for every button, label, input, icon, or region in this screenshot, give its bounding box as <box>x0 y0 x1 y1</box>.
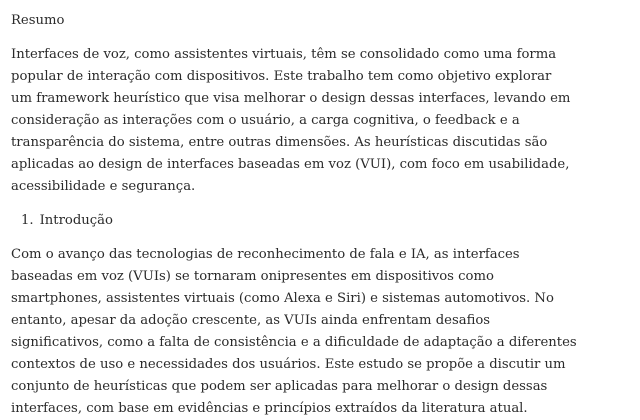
intro-line: interfaces, com base em evidências e princípios extraídos da literatura atual. <box>11 401 528 416</box>
section-heading-introduction <box>21 210 640 232</box>
section-title: Introdução <box>39 213 113 228</box>
intro-line: baseadas em voz (VUIs) se tornaram onipresentes em dispositivos como <box>11 269 494 284</box>
abstract-line: transparência do sistema, entre outras dimensões. As heurísticas discutidas são <box>11 135 548 150</box>
abstract-paragraph <box>11 44 640 198</box>
intro-line: Com o avanço das tecnologias de reconhecimento de fala e IA, as interfaces <box>11 247 520 262</box>
intro-line: contextos de uso e necessidades dos usuários. Este estudo se propõe a discutir um <box>11 357 566 372</box>
abstract-line: popular de interação com dispositivos. Este trabalho tem como objetivo explorar <box>11 69 552 84</box>
intro-line: entanto, apesar da adoção crescente, as VUIs ainda enfrentam desafios <box>11 313 491 328</box>
introduction-paragraph <box>11 244 640 420</box>
section-number: 1. <box>21 213 34 228</box>
abstract-line: aplicadas ao design de interfaces baseadas em voz (VUI), com foco em usabilidade, <box>11 157 570 172</box>
abstract-heading: Resumo <box>11 13 65 28</box>
intro-line: conjunto de heurísticas que podem ser aplicadas para melhorar o design dessas <box>11 379 548 394</box>
abstract-line: um framework heurístico que visa melhorar o design dessas interfaces, levando em <box>11 91 571 106</box>
abstract-line: acessibilidade e segurança. <box>11 179 196 194</box>
section-list <box>11 210 640 232</box>
intro-line: significativos, como a falta de consistência e a dificuldade de adaptação a diferentes <box>11 335 577 350</box>
abstract-line: Interfaces de voz, como assistentes virtuais, têm se consolidado como uma forma <box>11 47 557 62</box>
intro-line: smartphones, assistentes virtuais (como Alexa e Siri) e sistemas automotivos. No <box>11 291 554 306</box>
abstract-line: consideração as interações com o usuário, a carga cognitiva, o feedback e a <box>11 113 520 128</box>
